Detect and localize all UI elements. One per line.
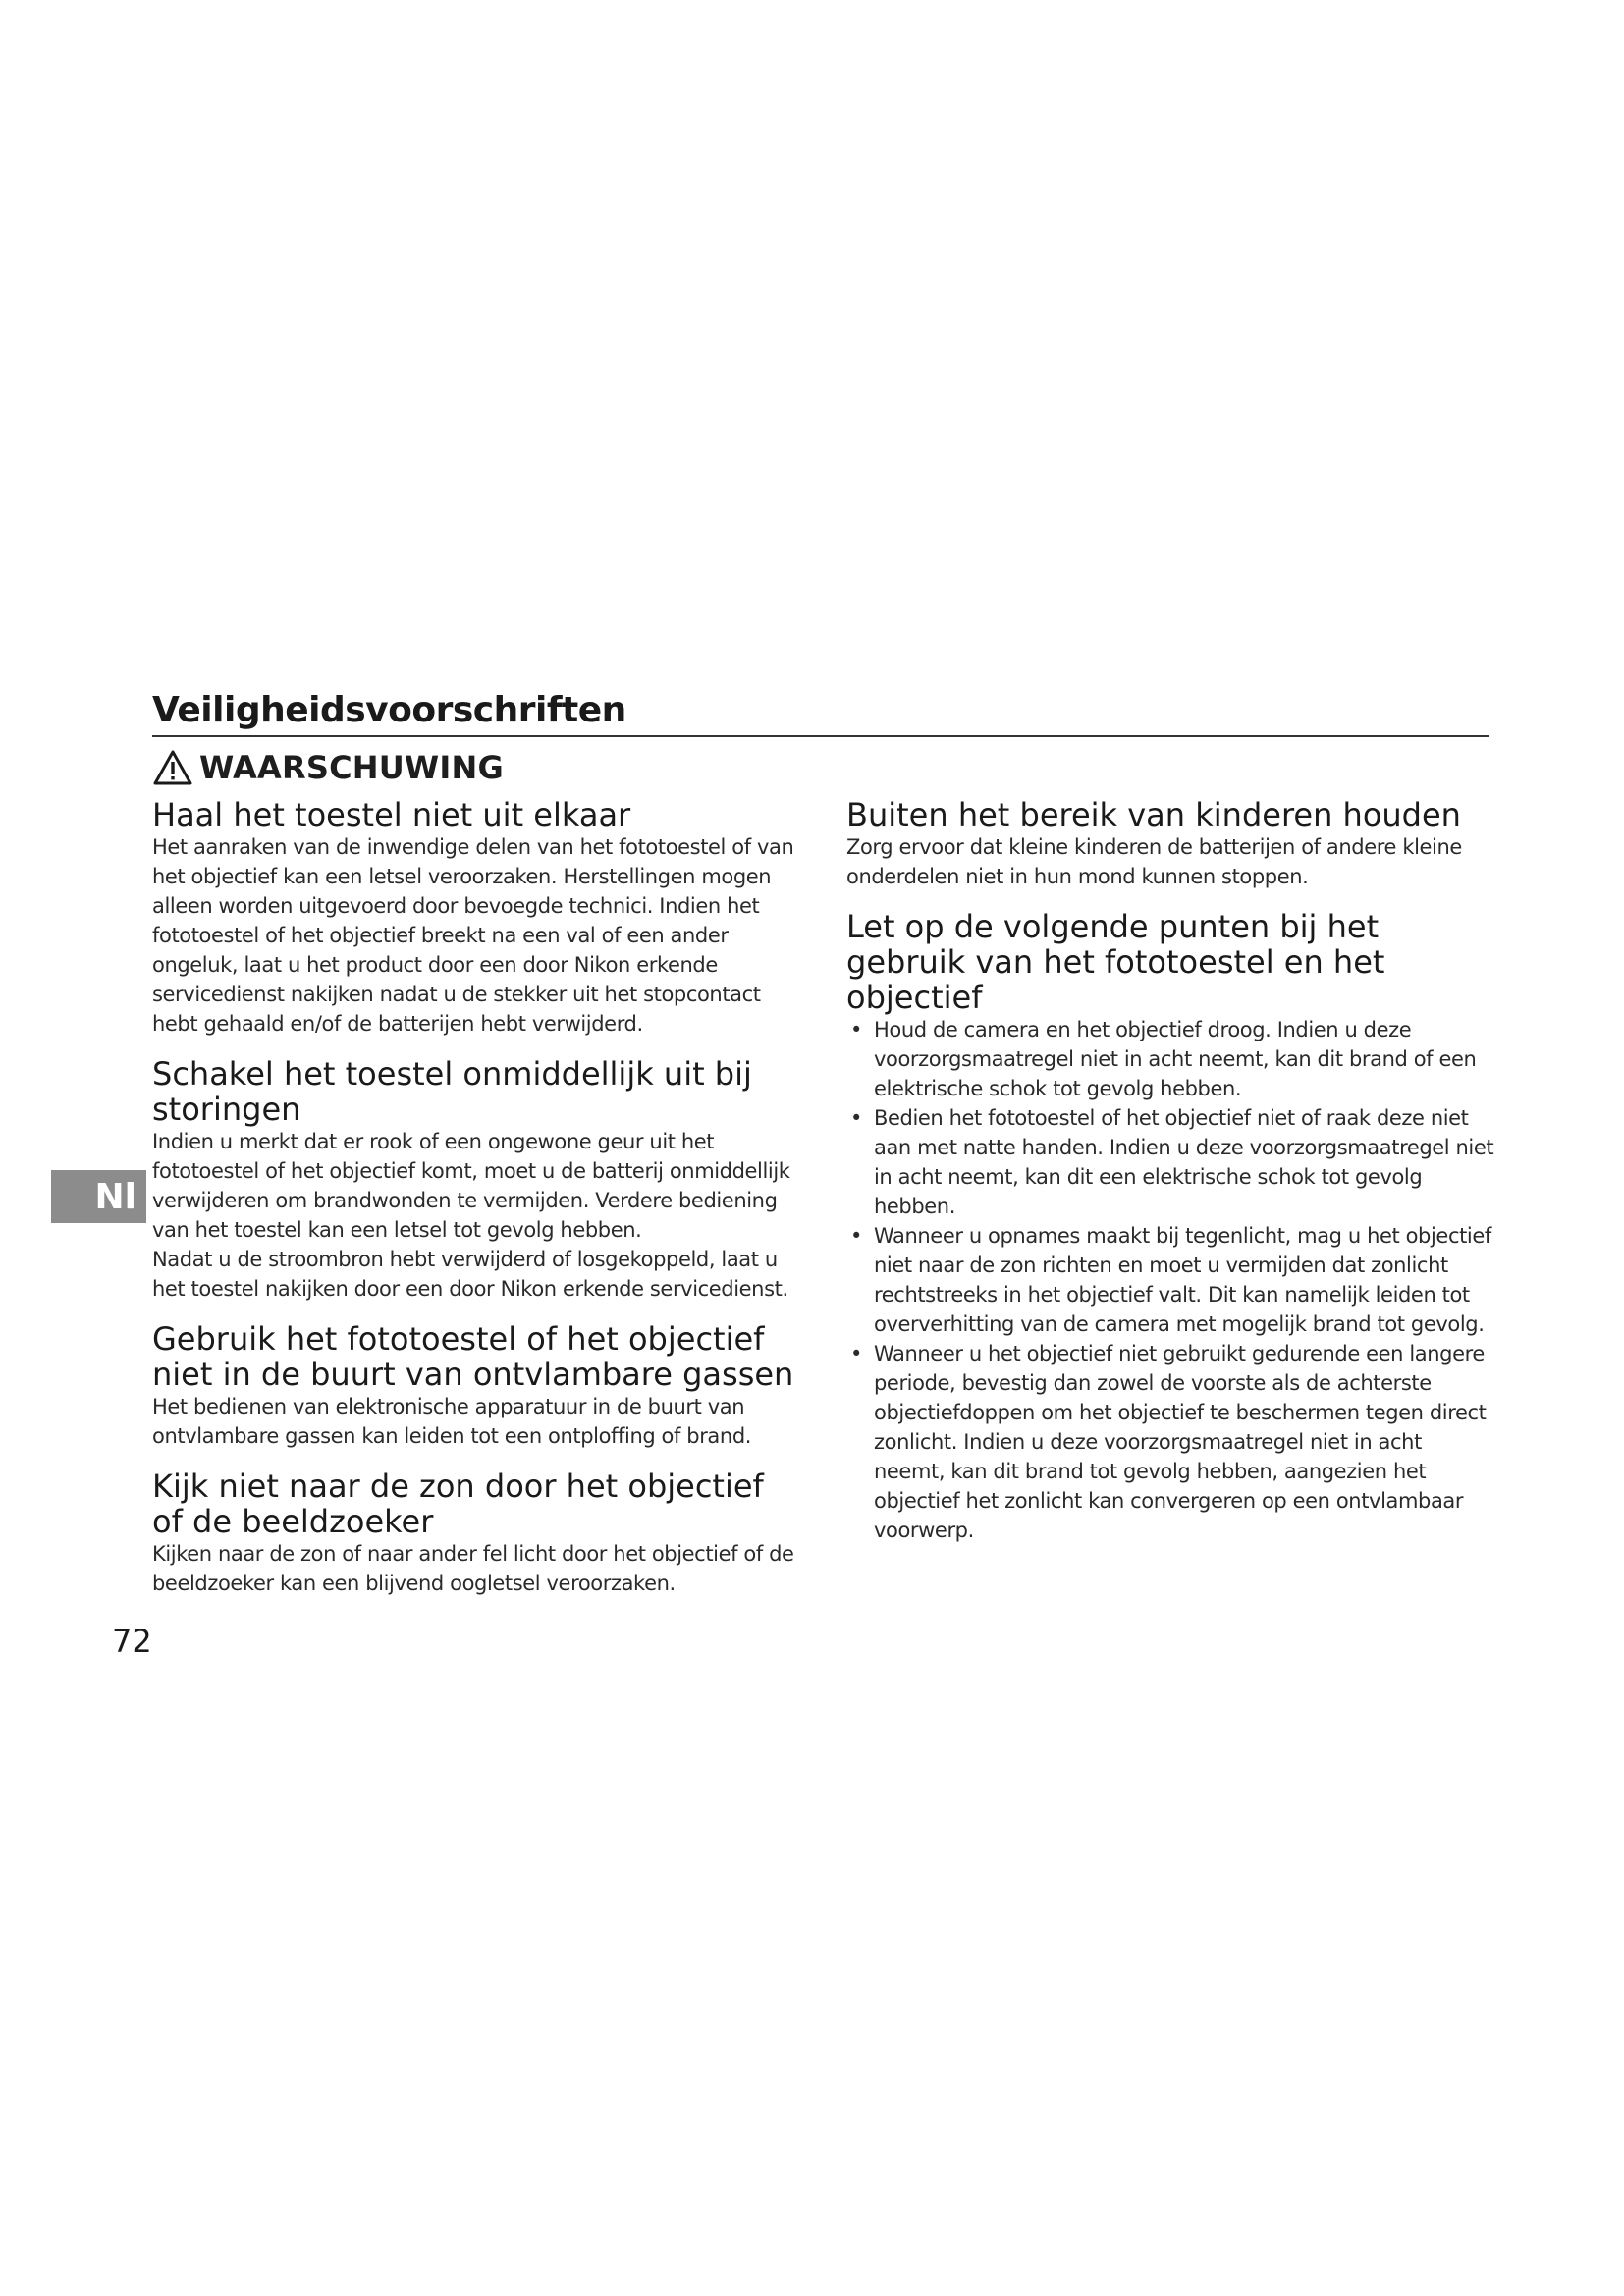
section-body: Het aanraken van de inwendige delen van het fototoestel of van het objectief kan een letsel veroorzaken. Herstellingen mogen alleen worden uitgevoerd door bevoegde technici. Indien het fototoestel of het objectief breekt na een val of een ander ongeluk, laat u het product door een door Nikon erkende servicedienst nakijken nadat u de stekker uit het stopcontact hebt gehaald en/of de batterijen hebt verwijderd. (152, 835, 794, 1036)
section-children (846, 797, 1494, 891)
page-number: 72 (112, 1623, 152, 1660)
section-title: Kijk niet naar de zon door het objectief of de beeldzoeker (152, 1468, 764, 1540)
section-flammable-gas (152, 1321, 800, 1451)
list-item: • Wanneer u opnames maakt bij tegenlicht, mag u het objectief niet naar de zon richten en moet u vermijden dat zonlicht rechtstreeks in het objectief valt. Dit kan namelijk leiden tot oververhitting van de camera met mogelijk brand tot gevolg. (846, 1221, 1494, 1339)
section-body: Zorg ervoor dat kleine kinderen de batterijen of andere kleine onderdelen niet in hun mond kunnen stoppen. (846, 835, 1462, 888)
section-body: Indien u merkt dat er rook of een ongewone geur uit het fototoestel of het objectief komt, moet u de batterij onmiddellijk verwijderen om brandwonden te vermijden. Verdere bediening van het toestel kan een letsel tot gevolg hebben. (152, 1130, 790, 1242)
list-item: • Bedien het fototoestel of het objectief niet of raak deze niet aan met natte handen. Indien u deze voorzorgsmaatregel niet in acht neemt, kan dit een elektrische schok tot gevolg hebben. (846, 1103, 1494, 1221)
list-item: • Houd de camera en het objectief droog. Indien u deze voorzorgsmaatregel niet in acht neemt, kan dit brand of een elektrische schok tot gevolg hebben. (846, 1015, 1494, 1103)
bullet-icon: • (850, 1018, 862, 1041)
title-divider (152, 735, 1489, 737)
right-column (846, 797, 1494, 1563)
bullet-icon: • (850, 1342, 862, 1365)
section-title: Buiten het bereik van kinderen houden (846, 796, 1461, 833)
left-column (152, 797, 800, 1616)
section-title: Let op de volgende punten bij het gebruik van het fototoestel en het objectief (846, 908, 1385, 1016)
section-body: Het bedienen van elektronische apparatuur in de buurt van ontvlambare gassen kan leiden tot een ontploffing of brand. (152, 1395, 752, 1448)
language-tab: Nl (51, 1170, 146, 1223)
section-disassembly (152, 797, 800, 1039)
section-sun-viewing (152, 1468, 800, 1598)
page-title: Veiligheidsvoorschriften (152, 690, 626, 730)
bullet-icon: • (850, 1224, 862, 1248)
section-title: Gebruik het fototoestel of het objectief niet in de buurt van ontvlambare gassen (152, 1320, 794, 1393)
bullet-list (846, 1015, 1494, 1545)
list-item: • Wanneer u het objectief niet gebruikt gedurende een langere periode, bevestig dan zowel de voorste als de achterste objectiefdoppen om het objectief te beschermen tegen direct zonlicht. Indien u deze voorzorgsmaatregel niet in acht neemt, kan dit brand tot gevolg hebben, aangezien het objectief het zonlicht kan convergeren op een ontvlambaar voorwerp. (846, 1339, 1494, 1545)
bullet-icon: • (850, 1106, 862, 1130)
section-malfunction (152, 1056, 800, 1304)
warning-label: WAARSCHUWING (199, 749, 504, 786)
warning-triangle-icon (152, 749, 193, 786)
section-body-continued: Nadat u de stroombron hebt verwijderd of losgekoppeld, laat u het toestel nakijken door een door Nikon erkende servicedienst. (152, 1248, 788, 1301)
section-body: Kijken naar de zon of naar ander fel licht door het objectief of de beeldzoeker kan een blijvend oogletsel veroorzaken. (152, 1542, 794, 1595)
warning-heading (152, 749, 504, 786)
section-title: Haal het toestel niet uit elkaar (152, 796, 631, 833)
section-usage-points (846, 909, 1494, 1545)
section-title: Schakel het toestel onmiddellijk uit bij storingen (152, 1055, 752, 1128)
